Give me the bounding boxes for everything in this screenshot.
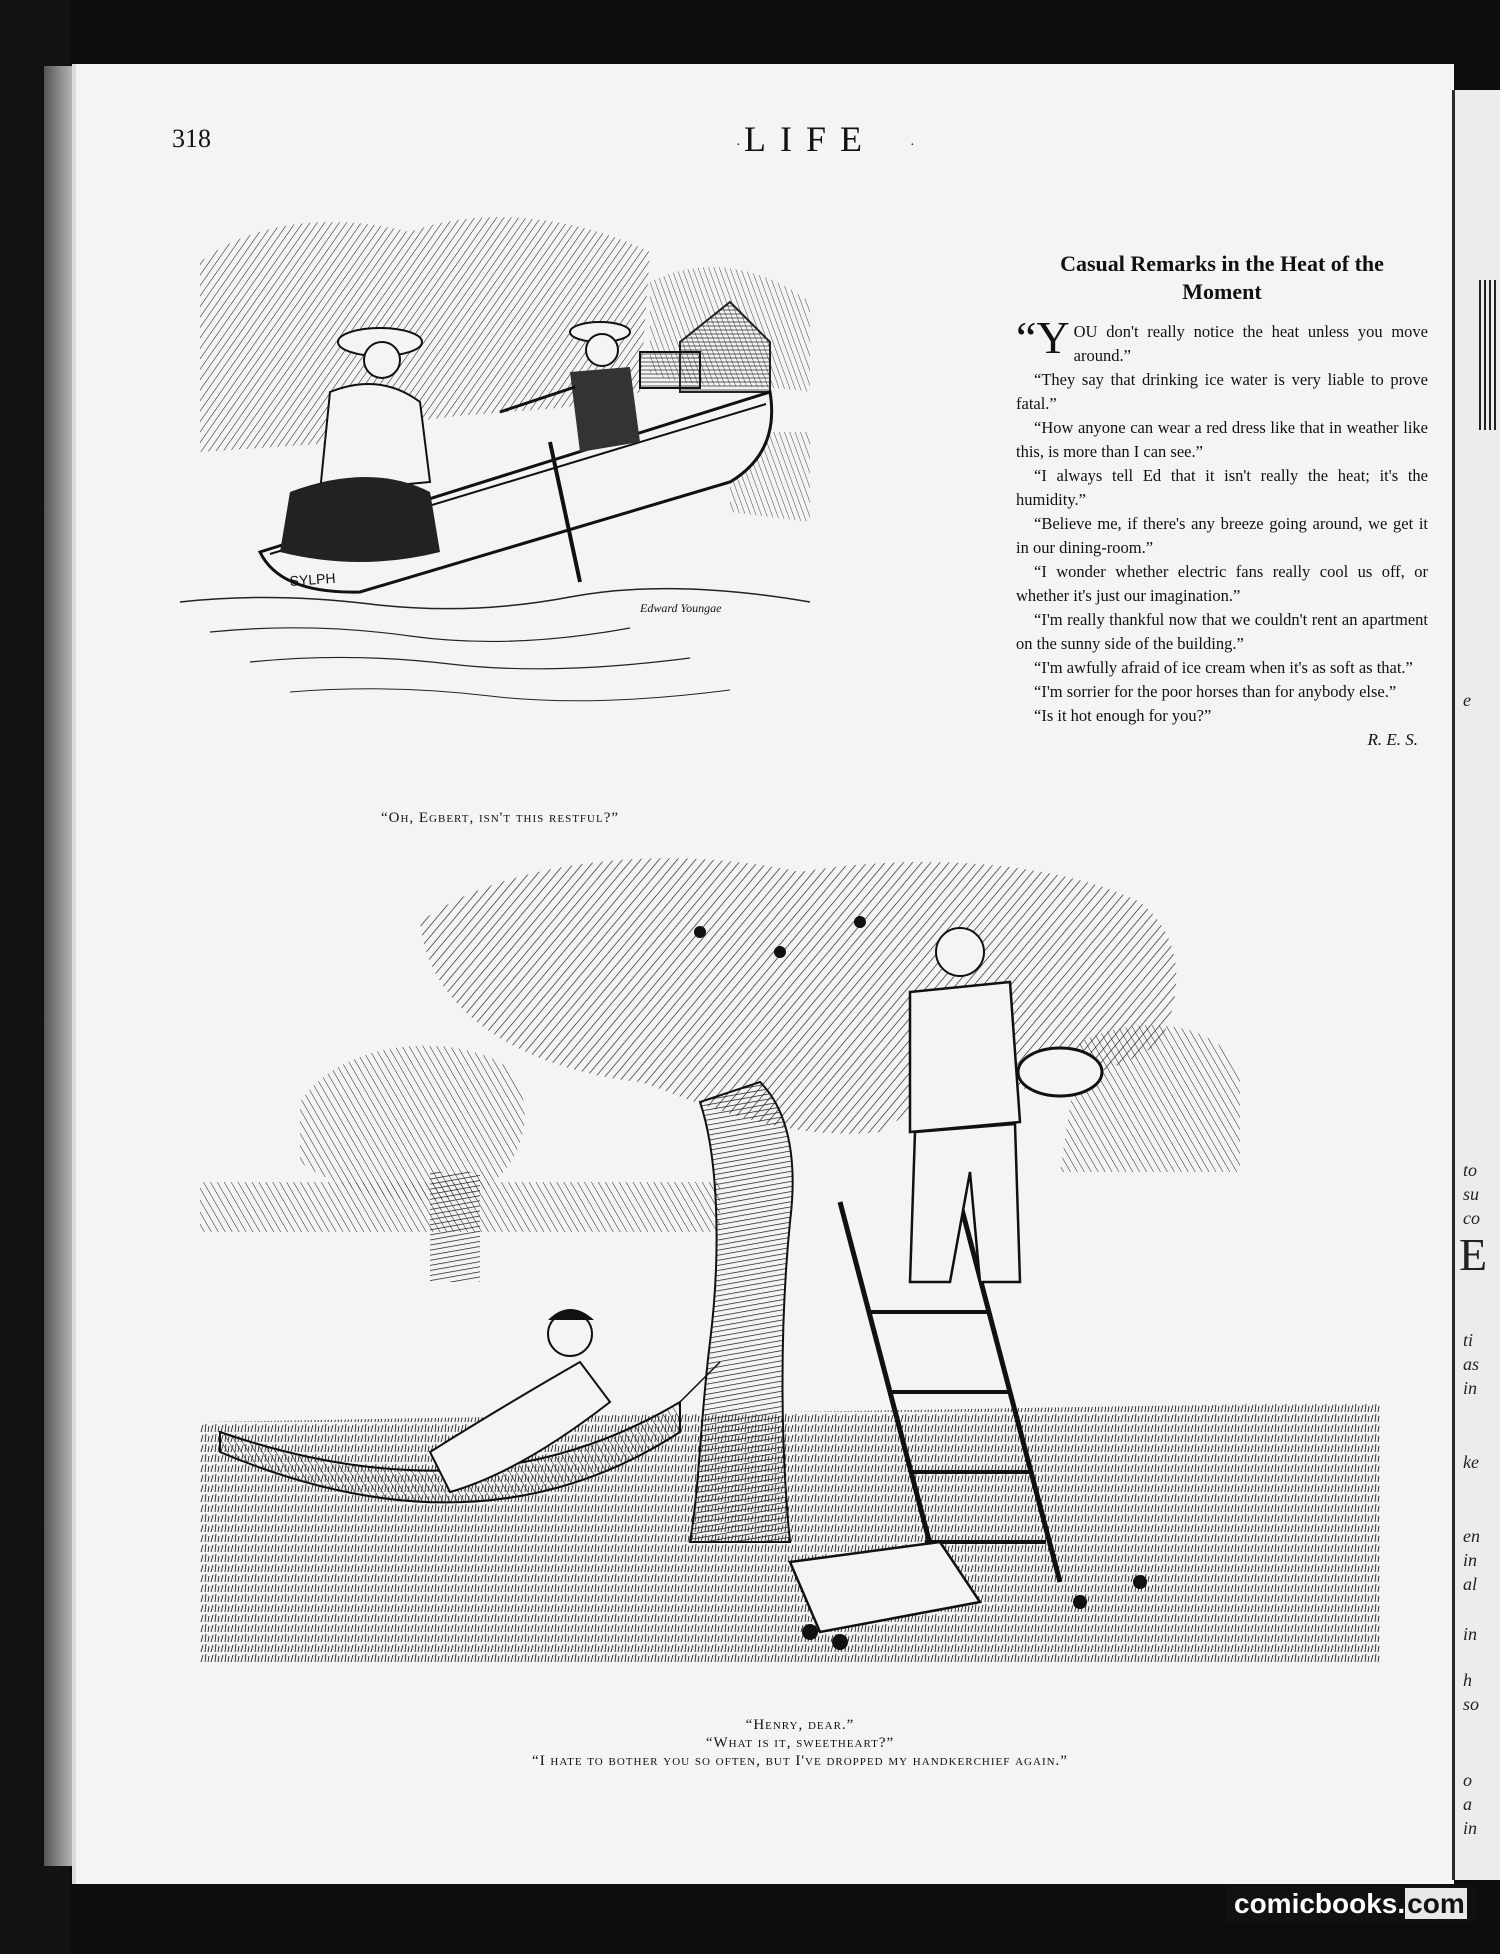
woman-blouse [320, 384, 430, 492]
watermark-text: comicbooks. [1234, 1888, 1406, 1919]
adjacent-fragment: a [1463, 1794, 1472, 1814]
article-signature: R. E. S. [1367, 730, 1418, 749]
adjacent-fragment: in [1463, 1378, 1478, 1398]
boat-cartoon-drawing [170, 192, 820, 792]
article-paragraph: “I'm really thankful now that we couldn't rent an apartment on the sunny side of the building.” [1016, 610, 1428, 653]
boat-cartoon-caption: “Oh, Egbert, isn't this restful?” [380, 810, 620, 826]
page-number: 318 [172, 124, 211, 153]
adjacent-fragment: in [1463, 1550, 1478, 1570]
adjacent-fragment: to [1463, 1160, 1478, 1180]
masthead-ornament: · [910, 138, 915, 153]
adjacent-fragment: al [1463, 1574, 1478, 1594]
water-ripple [290, 689, 730, 701]
picnic-basket [640, 352, 700, 388]
adjacent-fragment: E [1459, 1229, 1488, 1280]
apple [774, 946, 786, 958]
article-casual-remarks [1016, 250, 1428, 750]
apple-basket [1018, 1048, 1102, 1096]
site-watermark [1226, 1886, 1475, 1922]
adjacent-fragment: as [1463, 1354, 1480, 1374]
man-head [586, 334, 618, 366]
caption-line: “What is it, sweetheart?” [705, 1735, 895, 1751]
article-title-line2: Moment [1182, 279, 1262, 304]
adjacent-fragment: ti [1463, 1330, 1474, 1350]
apple [802, 1624, 818, 1640]
adjacent-fragment: ke [1463, 1452, 1479, 1472]
water-ripple [210, 628, 630, 642]
artist-signature: Edward Youngae [640, 601, 722, 615]
right-background-trees [1060, 1025, 1240, 1172]
article-paragraph: “Believe me, if there's any breeze going around, we get it in our dining-room.” [1016, 514, 1428, 557]
adjacent-fragment: co [1463, 1208, 1480, 1228]
orchard-cartoon-drawing [180, 842, 1400, 1670]
adjacent-fragment: su [1463, 1184, 1480, 1204]
caption-line: “Henry, dear.” [745, 1717, 855, 1733]
article-paragraph: “Is it hot enough for you?” [1034, 706, 1212, 725]
watermark-suffix: com [1407, 1888, 1465, 1919]
adjacent-fragment: e [1463, 690, 1471, 710]
adjacent-fragment: so [1463, 1694, 1480, 1714]
apple [832, 1634, 848, 1650]
article-paragraph: “I always tell Ed that it isn't really the heat; it's the humidity.” [1016, 466, 1428, 509]
orchard-cartoon-caption [300, 1716, 1300, 1770]
distant-hedge [200, 1182, 720, 1232]
page-binding-shadow [44, 66, 74, 1866]
henry-trousers [910, 1124, 1020, 1282]
article-paragraph: “How anyone can wear a red dress like that in weather like this, is more than I can see.” [1016, 418, 1428, 461]
article-paragraph: “They say that drinking ice water is very liable to prove fatal.” [1016, 370, 1428, 413]
apple [694, 926, 706, 938]
masthead-ornament: · [736, 138, 741, 153]
man-vest [570, 367, 640, 452]
orchard-cartoon-illustration [180, 842, 1400, 1670]
adjacent-fragment: in [1463, 1818, 1478, 1838]
article-paragraph: “YOU don't really notice the heat unless you move around.” [1016, 312, 1428, 365]
adjacent-fragment: o [1463, 1770, 1472, 1790]
boat-name: SYLPH [289, 569, 337, 589]
henry-shirt [910, 982, 1020, 1132]
adjacent-page-illustration [1479, 280, 1499, 430]
article-paragraph: “I'm sorrier for the poor horses than for anybody else.” [1034, 682, 1397, 701]
article-paragraph: “I wonder whether electric fans really cool us off, or whether it's just our imagination.” [1016, 562, 1428, 605]
article-title-line1: Casual Remarks in the Heat of the [1060, 251, 1384, 276]
adjacent-page-strip [1452, 90, 1500, 1880]
woman-skirt [280, 477, 440, 562]
henry-head [936, 928, 984, 976]
caption-line: “I hate to bother you so often, but I've dropped my handkerchief again.” [532, 1753, 1068, 1769]
magazine-title: LIFE [744, 119, 876, 159]
apple [1133, 1575, 1147, 1589]
background-tree-canopy [300, 1046, 525, 1200]
adjacent-fragment: h [1463, 1670, 1472, 1690]
apple [854, 916, 866, 928]
drop-cap: “Y [1016, 312, 1070, 363]
woman-head [364, 342, 400, 378]
boat-cartoon-illustration [170, 192, 820, 792]
article-paragraph: “I'm awfully afraid of ice cream when it's as soft as that.” [1034, 658, 1413, 677]
orchard-grass [200, 1402, 1380, 1662]
water-ripple [250, 657, 690, 668]
woman-hair [548, 1309, 594, 1320]
adjacent-fragment: in [1463, 1624, 1478, 1644]
apple [1073, 1595, 1087, 1609]
adjacent-fragment: en [1463, 1526, 1480, 1546]
